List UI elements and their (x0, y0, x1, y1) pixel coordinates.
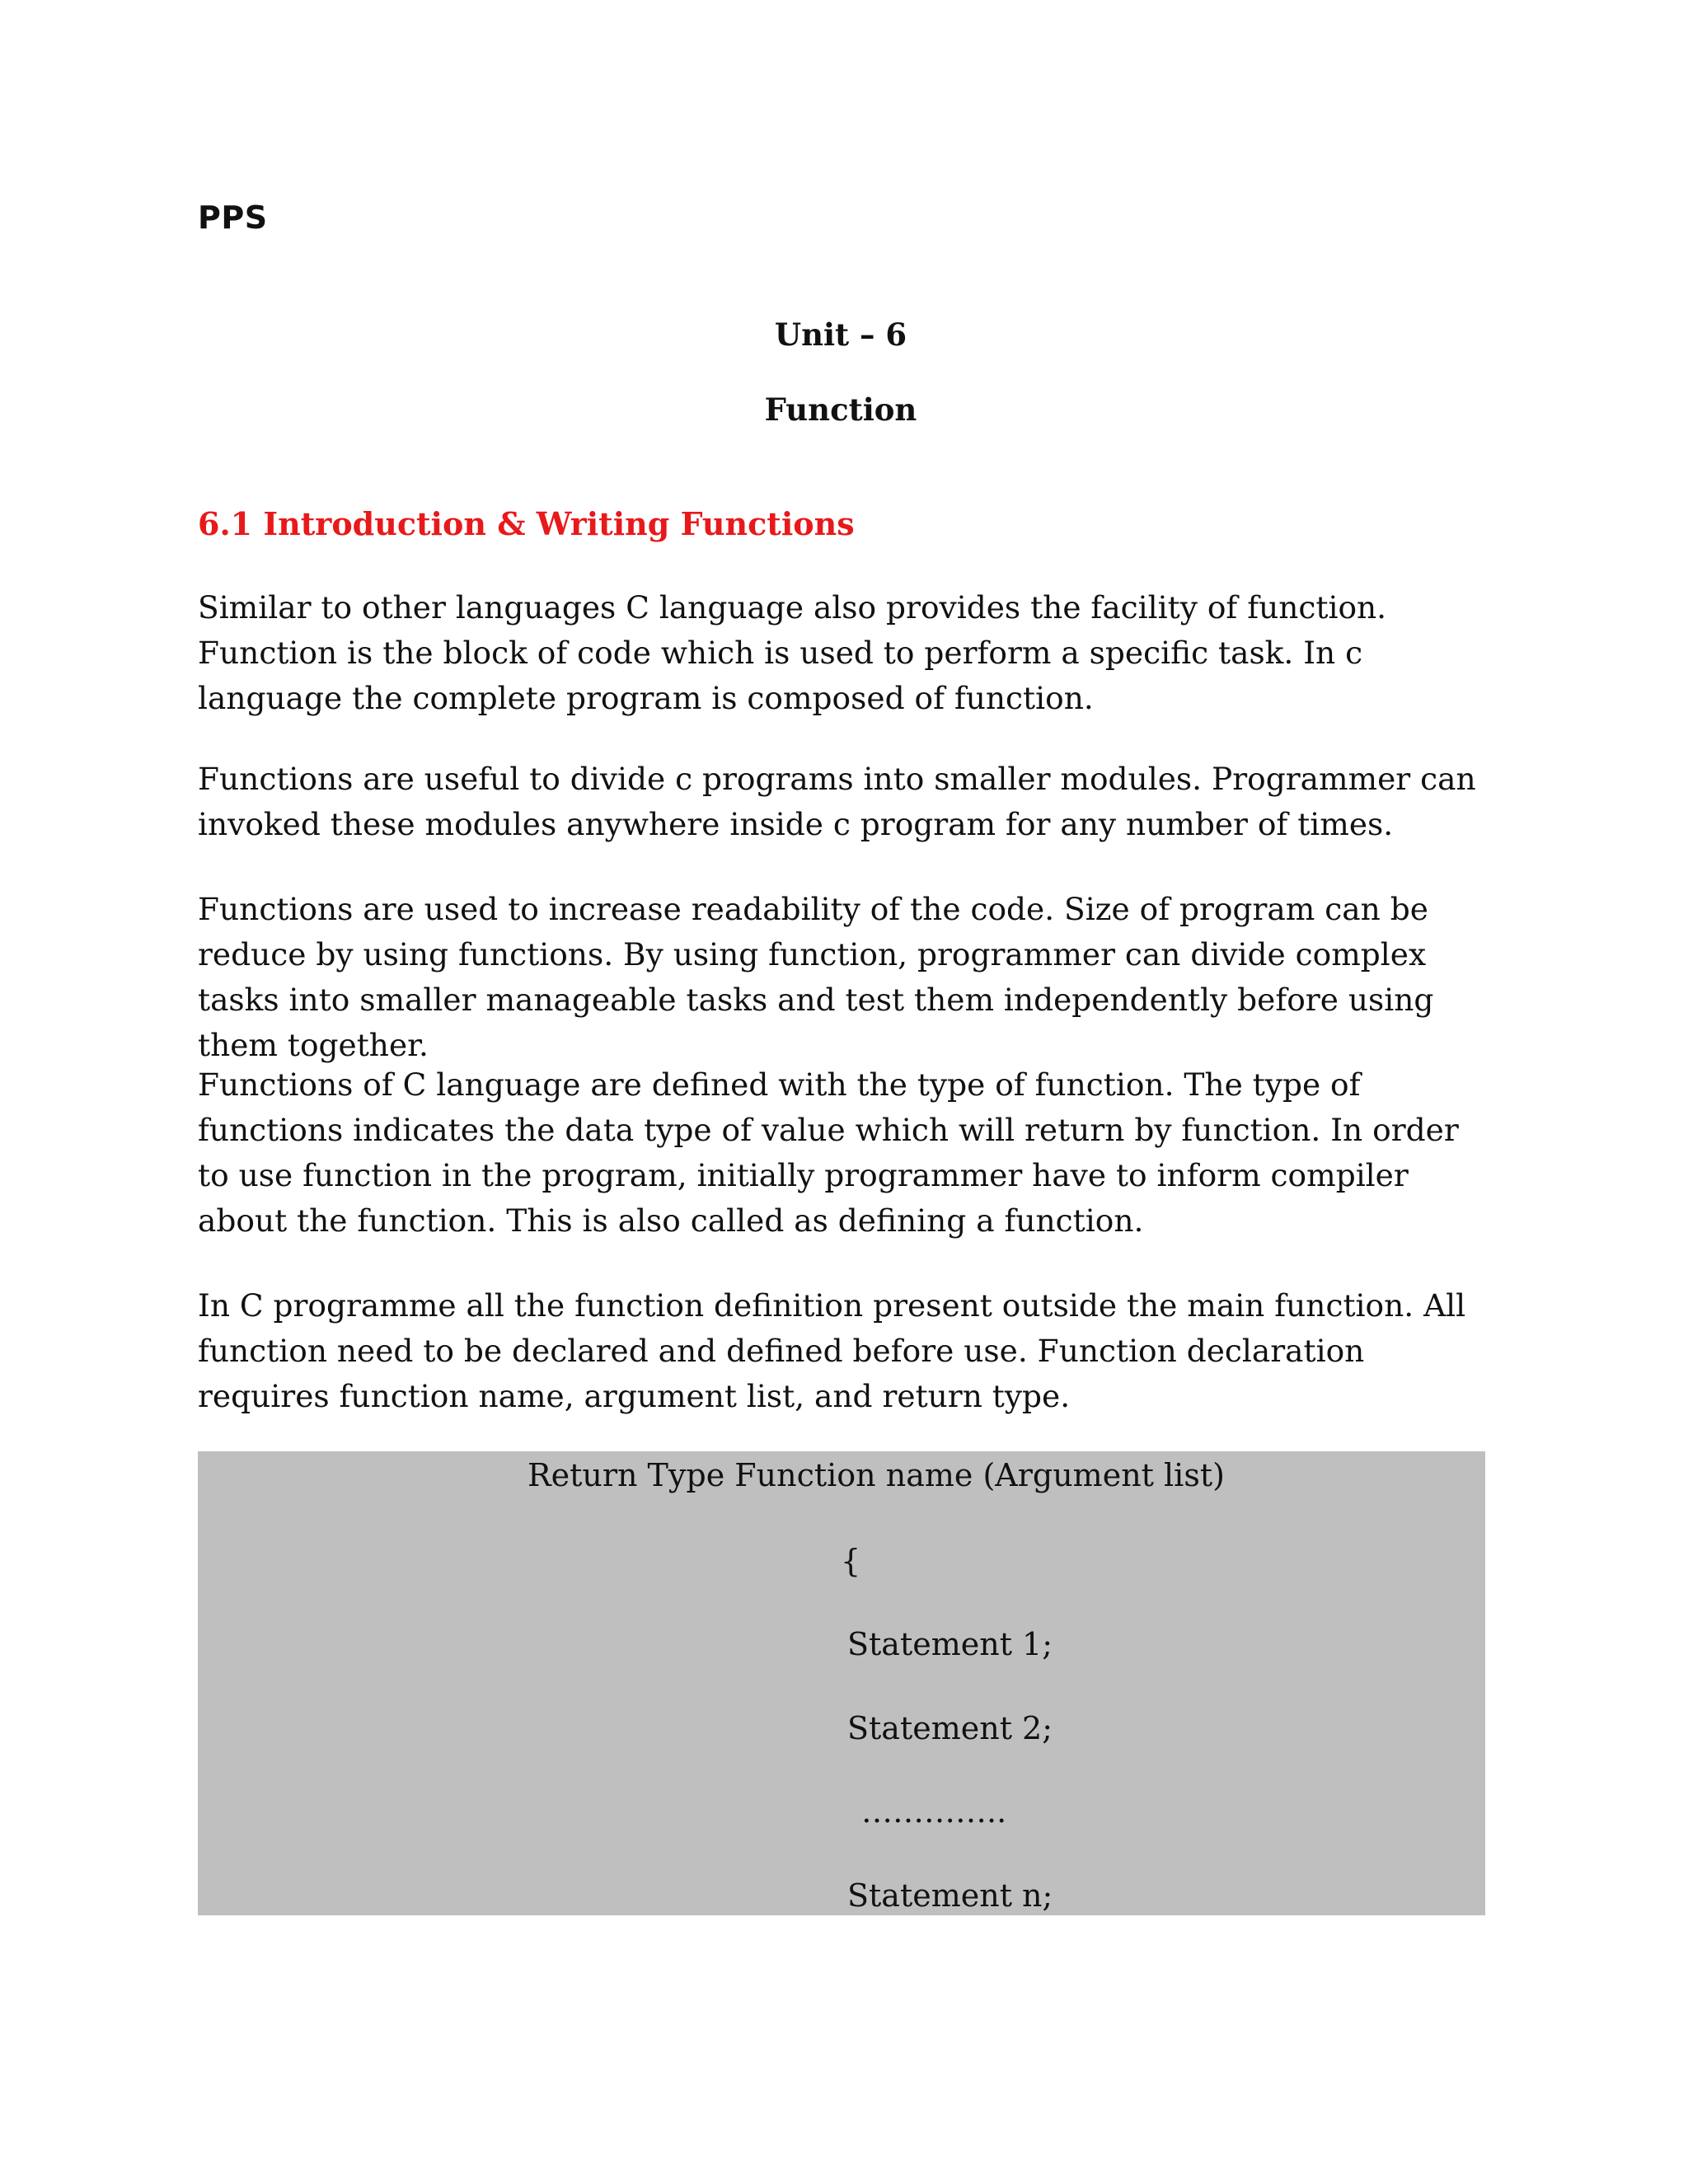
syntax-open-brace: { (841, 1543, 861, 1579)
course-label: PPS (198, 199, 268, 236)
syntax-statement-n: Statement n; (847, 1877, 1053, 1914)
unit-title: Unit – 6 (774, 316, 907, 353)
paragraph-function-type: Functions of C language are defined with the type of function. The type of functions indicates the data type of value which will return by function. In order to use function in the program, initially programmer have to inform compiler about the function. This is also called as defining a function. (198, 1066, 1459, 1239)
paragraph-declaration: In C programme all the function definition present outside the main function. All function need to be declared and defined before use. Function declaration requires function name, argument list, and return type. (198, 1287, 1466, 1414)
paragraph-intro: Similar to other languages C language also provides the facility of function. Function is the block of code which is used to perform a specific task. In c language the complete program is composed of function. (198, 589, 1387, 716)
syntax-statement-2: Statement 2; (847, 1710, 1053, 1746)
chapter-title: Function (764, 391, 917, 428)
paragraph-modules: Functions are useful to divide c programs into smaller modules. Programmer can invoked these modules anywhere inside c program for any number of times. (198, 761, 1476, 842)
syntax-statement-1: Statement 1; (847, 1626, 1053, 1662)
function-syntax-box (198, 1451, 1485, 1915)
syntax-signature: Return Type Function name (Argument list) (528, 1457, 1225, 1493)
section-heading: 6.1 Introduction & Writing Functions (198, 505, 855, 542)
syntax-ellipsis: ………….. (861, 1793, 1007, 1830)
paragraph-readability: Functions are used to increase readability of the code. Size of program can be reduce by using functions. By using function, programmer can divide complex tasks into smaller manageable tasks and test them independently before using them together. (198, 891, 1434, 1063)
